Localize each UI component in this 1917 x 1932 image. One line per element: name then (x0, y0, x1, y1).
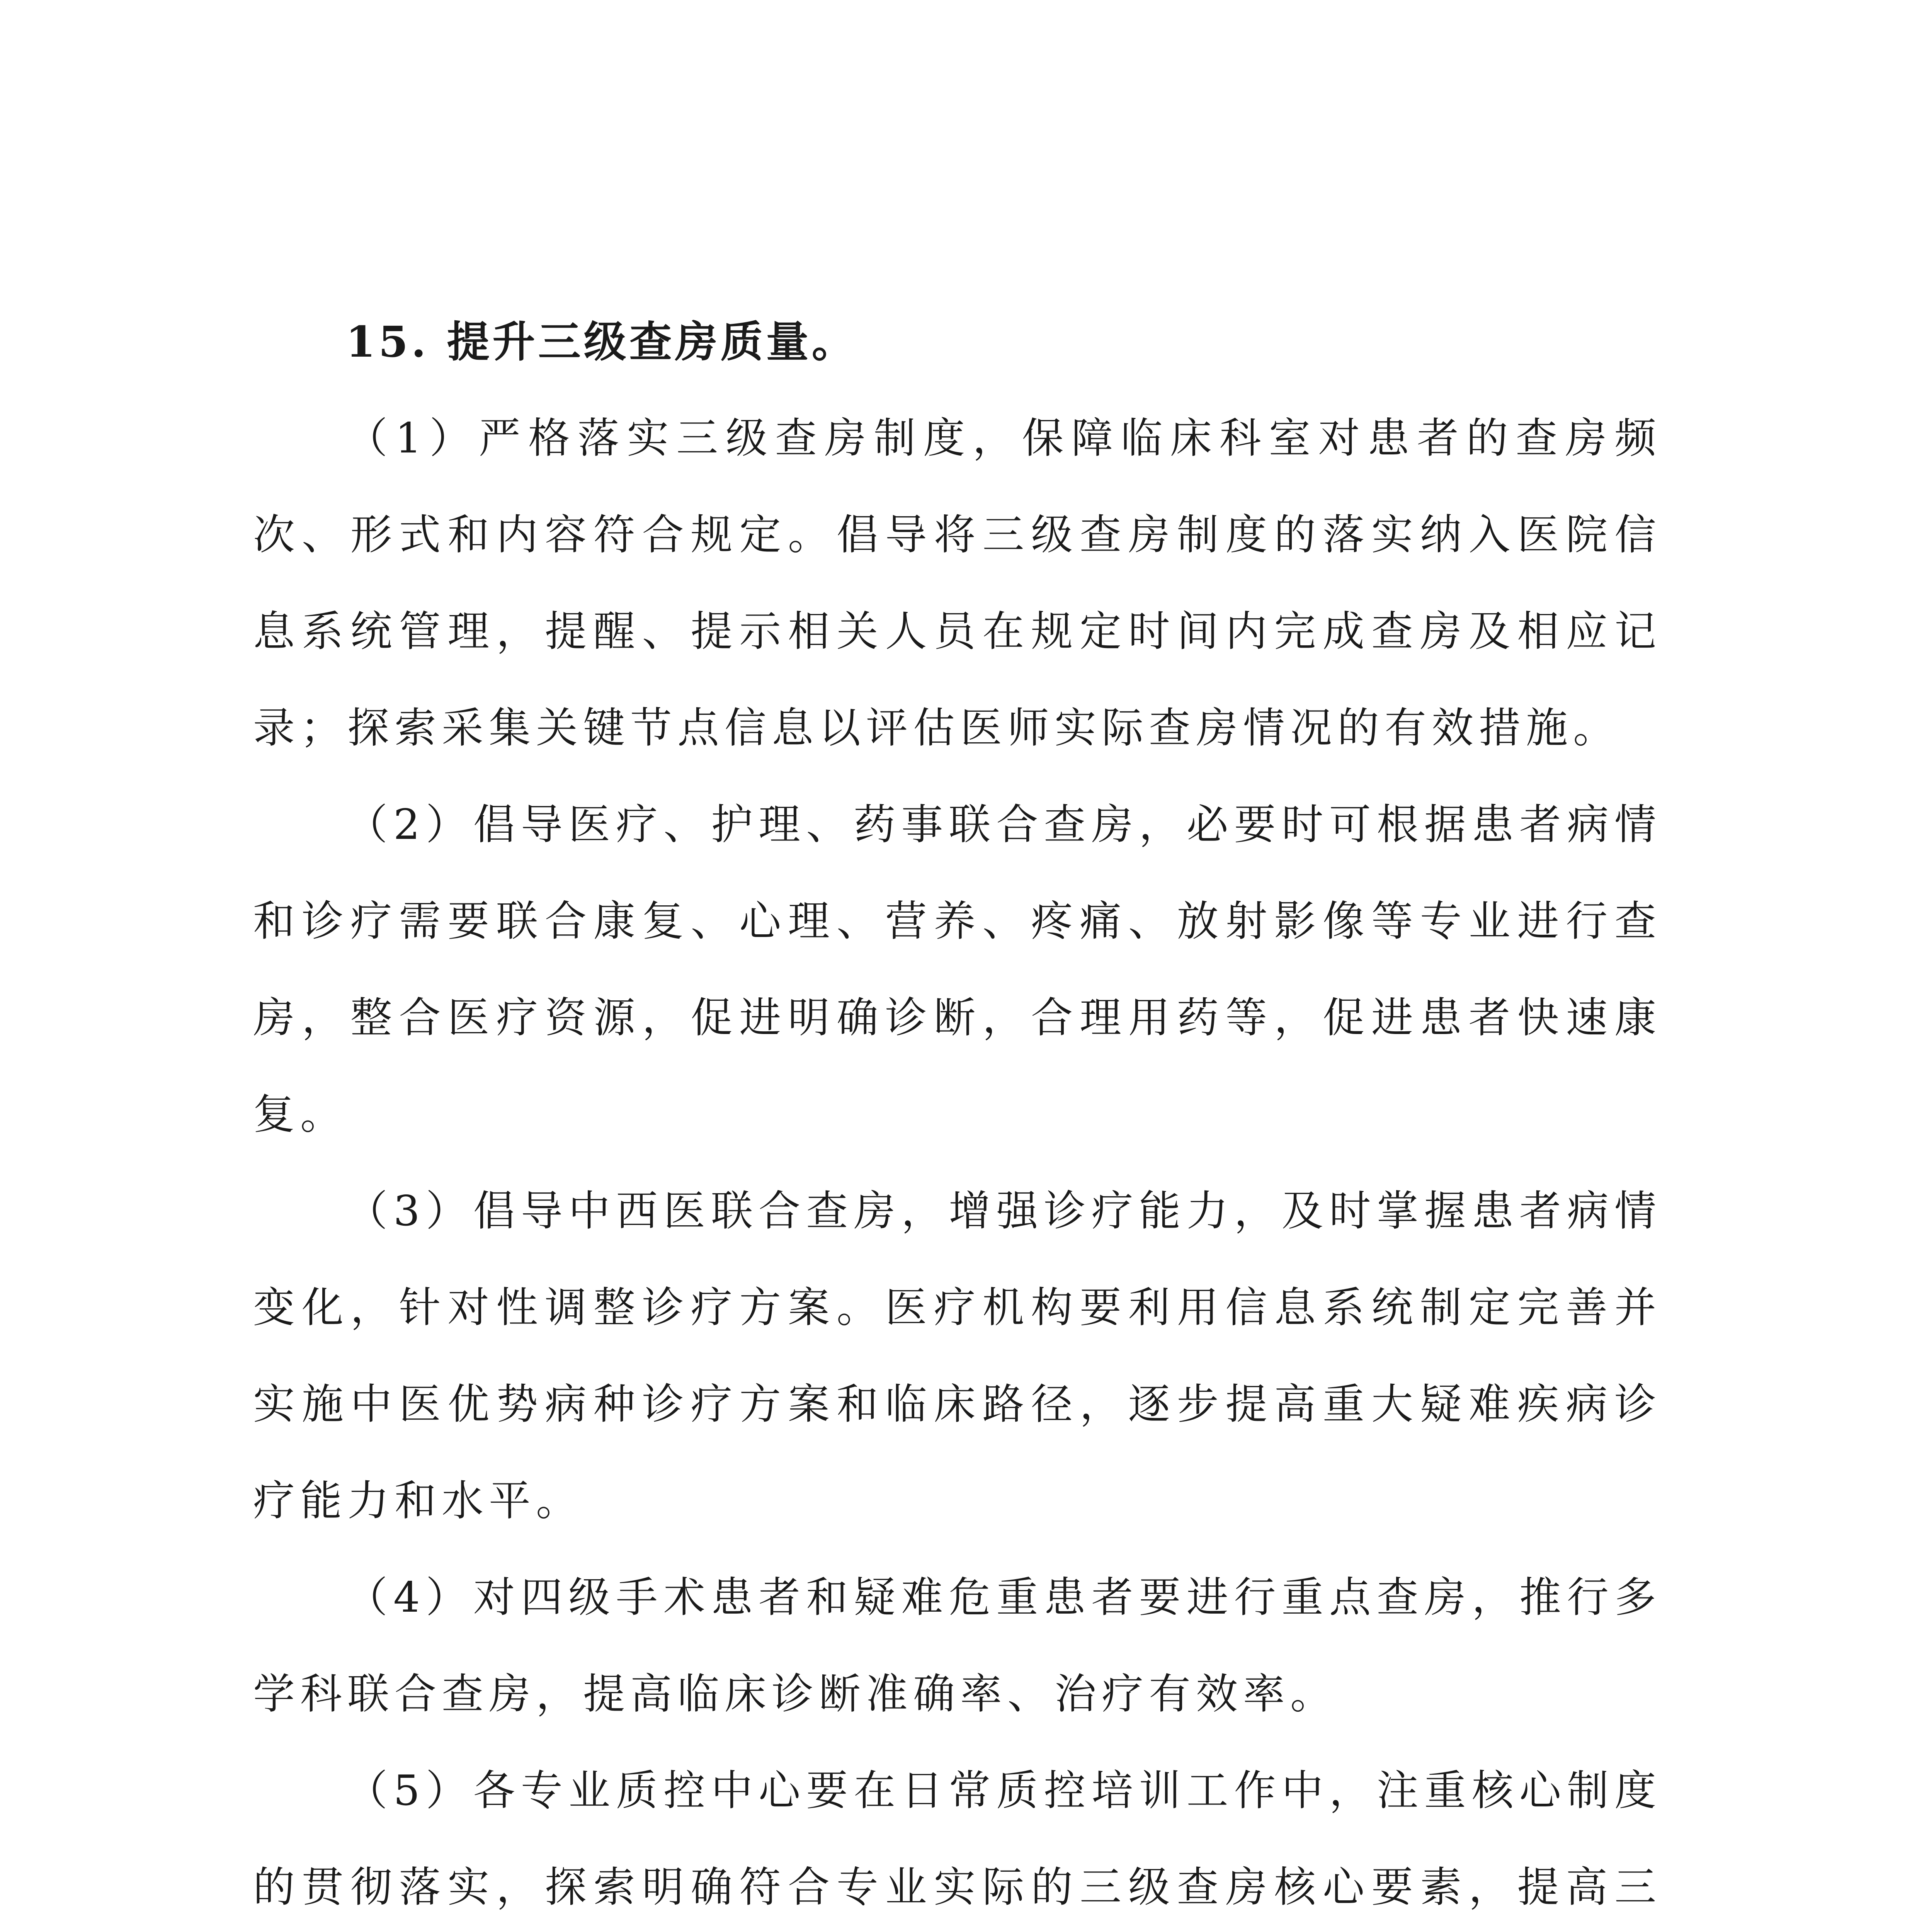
section-heading-15: 15. 提升三级查房质量。 (346, 317, 857, 367)
paragraph-15-3: （3）倡导中西医联合查房，增强诊疗能力，及时掌握患者病情变化，针对性调整诊疗方案。医疗机构要利用信息系统制定完善并实施中医优势病种诊疗方案和临床路径，逐步提高重大疑难疾病诊疗能力和水平。 (253, 1187, 1662, 1525)
document-body (253, 294, 1662, 1932)
paragraph-15-1: （1）严格落实三级查房制度，保障临床科室对患者的查房频次、形式和内容符合规定。倡导将三级查房制度的落实纳入医院信息系统管理，提醒、提示相关人员在规定时间内完成查房及相应记录；探索采集关键节点信息以评估医师实际查房情况的有效措施。 (253, 414, 1662, 752)
paragraph-15-5: （5）各专业质控中心要在日常质控培训工作中，注重核心制度的贯彻落实，探索明确符合专业实际的三级查房核心要素，提高三 (253, 1767, 1662, 1912)
paragraph-15-4: （4）对四级手术患者和疑难危重患者要进行重点查房，推行多学科联合查房，提高临床诊断准确率、治疗有效率。 (253, 1573, 1662, 1718)
paragraph-15-2: （2）倡导医疗、护理、药事联合查房，必要时可根据患者病情和诊疗需要联合康复、心理、营养、疼痛、放射影像等专业进行查房，整合医疗资源，促进明确诊断，合理用药等，促进患者快速康复。 (253, 801, 1662, 1139)
